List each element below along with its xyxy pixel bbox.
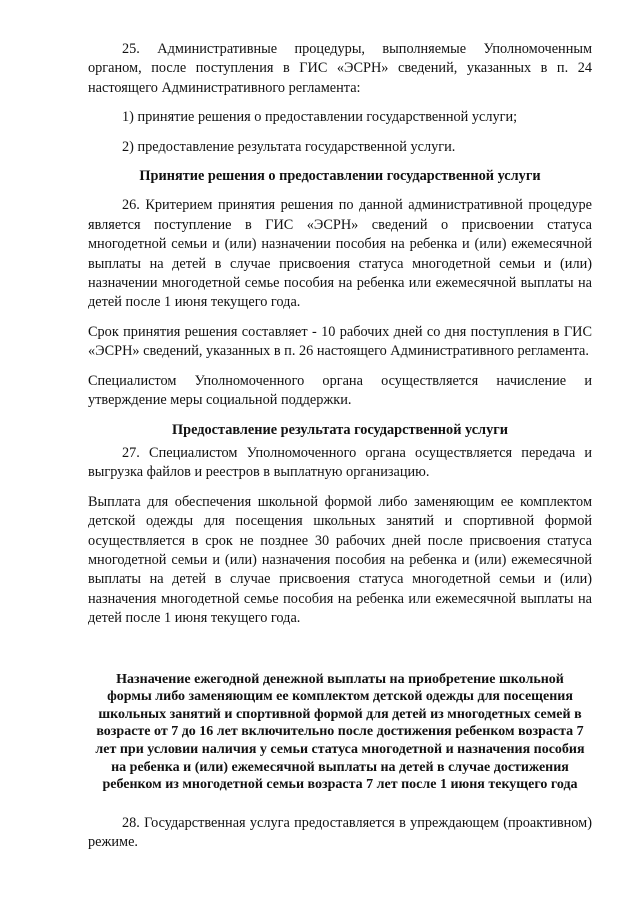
heading-decision: Принятие решения о предоставлении государственной услуги (139, 168, 541, 185)
paragraph-26-specialist: Специалистом Уполномоченного органа осуществляется начисление и утверждение меры социальной поддержки. (88, 372, 592, 409)
paragraph-26-term: Срок принятия решения составляет - 10 рабочих дней со дня поступления в ГИС «ЭСРН» сведений, указанных в п. 26 настоящего Административного регламента. (88, 323, 592, 360)
list-item-result: 2) предоставление результата государственной услуги. (122, 138, 456, 155)
paragraph-27-transfer: 27. Специалистом Уполномоченного органа осуществляется передача и выгрузка файлов и реестров в выплатную организацию. (88, 444, 592, 481)
heading-result: Предоставление результата государственной услуги (172, 421, 508, 438)
paragraph-25-intro: 25. Административные процедуры, выполняемые Уполномоченным органом, после поступления в ГИС «ЭСРН» сведений, указанных в п. 24 настоящего Административного регламента: (88, 41, 592, 96)
paragraph-27-payment: Выплата для обеспечения школьной формой либо заменяющим ее комплектом детской одежды для посещения школьных занятий и спортивной формой осуществляется в срок не позднее 30 рабочих дней после присвоения статуса многодетной семьи и (или) назначения пособия на ребенка и (или) ежемесячной выплаты на детей в случае присвоения статуса многодетной семьи и (или) назначения многодетной семье пособия на ребенка или ежемесячной выплаты на детей после 1 июня текущего года. (88, 493, 592, 627)
section-heading-annual-payment: Назначение ежегодной денежной выплаты на приобретение школьной формы либо заменяющим ее комплектом детской одежды для посещения школьных занятий и спортивной формой для детей из многодетных семей в возрасте от 7 до 16 лет включительно после достижения ребенком возраста 7 лет при условии наличия у семьи статуса многодетной и назначения пособия на ребенка и (или) ежемесячной выплаты на детей в случае достижения ребенком из многодетной семьи возраста 7 лет после 1 июня текущего года (95, 671, 585, 793)
paragraph-28-proactive: 28. Государственная услуга предоставляется в упреждающем (проактивном) режиме. (88, 814, 592, 851)
paragraph-26-criterion: 26. Критерием принятия решения по данной административной процедуре является поступление в ГИС «ЭСРН» сведений о присвоении статуса многодетной семьи и (или) назначении пособия на ребенка и (или) ежемесячной выплаты на детей в случае присвоения статуса многодетной семьи и (или) назначении многодетной семье пособия на ребенка или ежемесячной выплаты на детей после 1 июня текущего года. (88, 197, 592, 311)
list-item-decision: 1) принятие решения о предоставлении государственной услуги; (122, 109, 518, 126)
document-page (88, 40, 592, 853)
